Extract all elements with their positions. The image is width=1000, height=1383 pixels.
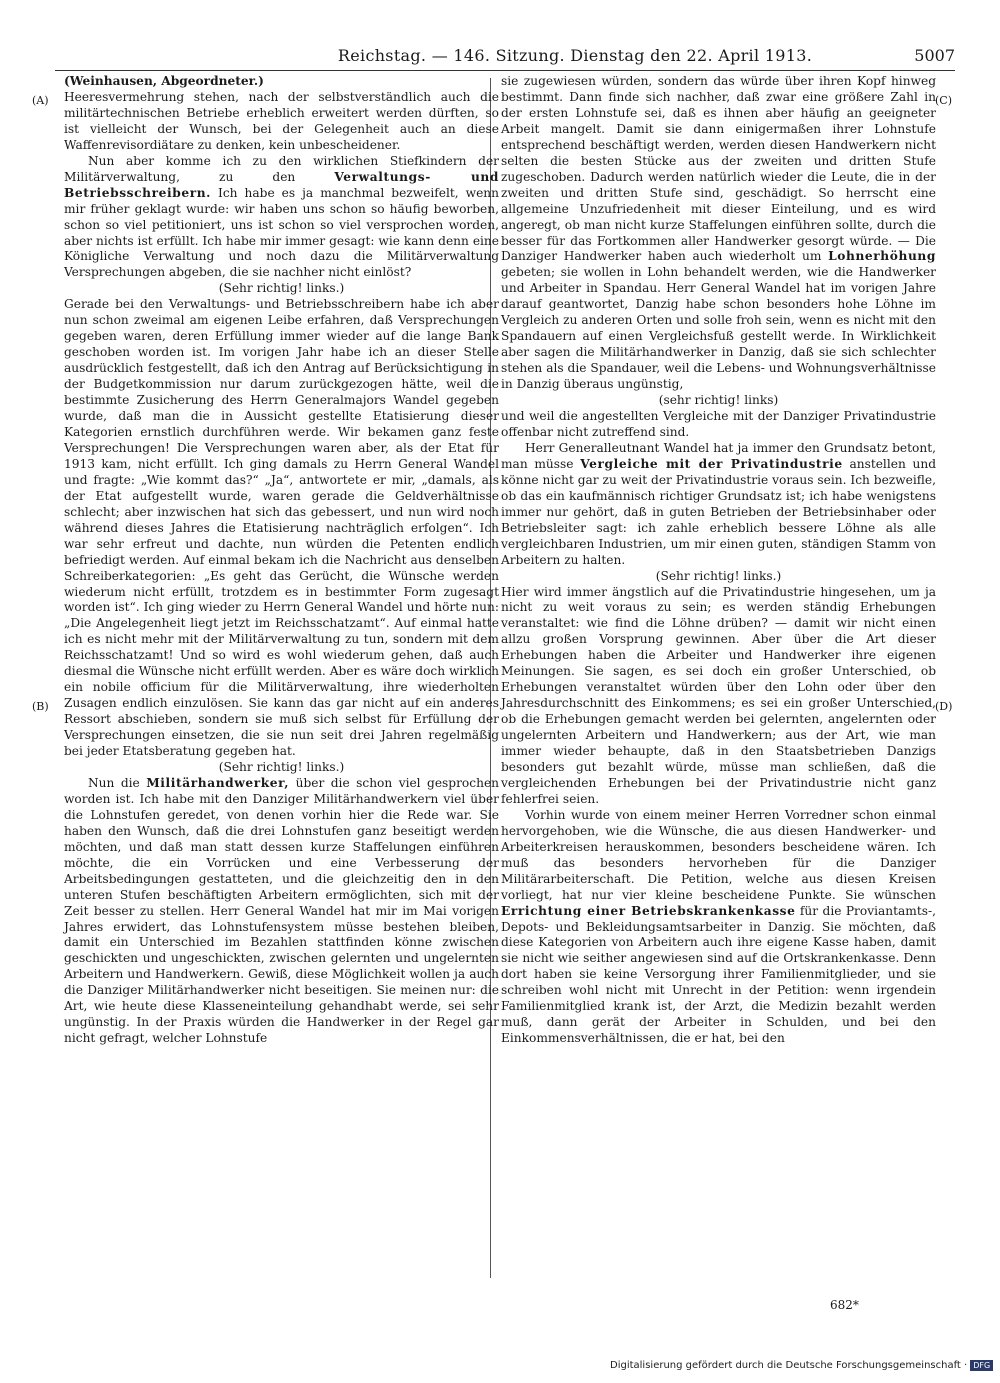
paragraph: und weil die angestellten Vergleiche mit der Danziger Privatindustrie offenbar nicht zutreffend sind. — [501, 409, 936, 439]
text-run: über die schon viel gesprochen worden ist. Ich habe mit den Danziger Militärhandwerkern viel über die Lohnstufen geredet, von denen vorhin hier die Rede war. Sie haben den Wunsch, daß die drei Lohnstufen ganz beseitigt werden möchten, und daß man statt dessen kurze Staffelungen einführen möchte, die ein Vorrücken und eine Verbesserung der Arbeitsbedingungen gestatteten, und die gleichzeitig den in den unteren Stufen beschäftigten Arbeitern ermöglichten, sich mit der Zeit besser zu stellen. Herr General Wandel hat mir im Mai vorigen Jahres erwidert, das Lohnstufensystem müsse bestehen bleiben, damit ein Unterschied im Bezahlen stattfinden könne zwischen geschickten und ungeschickten, zwischen gelernten und ungelernten Arbeitern und Handwerkern. Gewiß, diese Möglichkeit wollen ja auch die Danziger Militärhandwerker nicht beseitigen. Sie meinen nur: die Art, wie heute diese Klasseneinteilung gehandhabt werde, sei sehr ungünstig. In der Praxis würden die Handwerker in der Regel gar nicht gefragt, welcher Lohnstufe — [64, 775, 500, 1046]
left-column — [64, 74, 499, 1047]
text-run: Ich habe es ja manchmal bezweifelt, wenn mir früher geklagt wurde: wir haben uns schon so häufig beworben, schon so viel petitioniert, uns ist schon so viel versprochen worden, aber nichts ist erfüllt. Ich habe mir immer gesagt: wie kann denn eine Königliche Verwaltung und noch dazu die Militärverwaltung Versprechungen abgeben, die sie nachher nicht einlöst? — [64, 185, 500, 280]
dfg-logo-icon: DFG — [970, 1360, 993, 1371]
paragraph — [64, 776, 499, 1047]
footer-text: Digitalisierung gefördert durch die Deutsche Forschungsgemeinschaft · — [610, 1360, 968, 1371]
text-run: Herr Generalleutnant Wandel hat ja immer den Grundsatz betont, man müsse — [501, 440, 936, 471]
paragraph — [64, 154, 499, 282]
margin-marker-d: (D) — [935, 700, 953, 713]
text-run: gebeten; sie wollen in Lohn behandelt werden, wie die Handwerker und Arbeiter in Spandau. Herr General Wandel hat im vorigen Jahre darauf geantwortet, Danzig habe schon besonders hohe Löhne im Vergleich zu anderen Orten und solle froh sein, wenn es nicht mit den Spandauern auf einen Vergleichsfuß gestellt werde. In Wirklichkeit aber sagen die Militärhandwerker in Danzig, daß sie sich schlechter stehen als die Spandauer, weil die Lebens- und Wohnungsverhältnisse in Danzig überaus ungünstig, — [501, 265, 936, 392]
speaker-label: (Weinhausen, Abgeordneter.) — [64, 74, 264, 88]
running-head: Reichstag. — 146. Sitzung. Dienstag den 22. April 1913. — [337, 46, 813, 65]
digitization-footer — [610, 1360, 993, 1371]
paragraph: Heeresvermehrung stehen, nach der selbstverständlich auch die militärtechnischen Betriebe erheblich erweitert werden dürften, so ist vielleicht der Wunsch, bei der Gelegenheit auch an diese Waffenrevisordiätare zu denken, kein unbescheidener. — [64, 89, 499, 152]
margin-marker-c: (C) — [935, 94, 952, 107]
interjection: (sehr richtig! links) — [658, 393, 779, 408]
emphasis: Lohnerhöhung — [828, 249, 936, 264]
text-run: sie zugewiesen würden, sondern das würde über ihren Kopf hinweg bestimmt. Dann finde sich nachher, daß zwar eine größere Zahl in der ersten Lohnstufe sei, daß es ihnen aber häufig an geeigneter Arbeit mangelt. Damit sie dann einigermaßen ihrer Lohnstufe entsprechend beschäftigt werden, werden diesen Handwerkern nicht selten die besten Stücke aus der zweiten und dritten Stufe zugeschoben. Dadurch werden natürlich wieder die Leute, die in der zweiten und dritten Stufe sind, geschädigt. So herrscht eine allgemeine Unzufriedenheit mit dieser Einteilung, und es wird angeregt, ob man nicht kurze Staffelungen einführen sollte, durch die besser für das Fortkommen aller Handwerker gesorgt würde. — Die Danziger Handwerker haben auch wiederholt um — [501, 74, 936, 264]
paragraph — [501, 441, 936, 569]
emphasis: Militärhandwerker, — [146, 775, 290, 790]
emphasis: Verwaltungs- und Betriebsschreibern. — [64, 169, 499, 200]
text-run: anstellen und könne nicht gar zu weit der Privatindustrie voraus sein. Ich bezweifle, ob das ein kaufmännisch richtiger Grundsatz ist; ich habe wenigstens immer nur gehört, daß in guten Betrieben der Betriebsinhaber oder Betriebsleiter sagt: ich zahle erheblich bessere Löhne als alle vergleichbaren Industrien, um mir einen guten, ständigen Stamm von Arbeitern zu halten. — [501, 456, 936, 567]
interjection: (Sehr richtig! links.) — [655, 568, 782, 583]
text-run: Vorhin wurde von einem meiner Herren Vorredner schon einmal hervorgehoben, wie die Wünsche, die aus diesen Handwerker- und Arbeiterkreisen herauskommen, besonders bescheidene wären. Ich muß das besonders hervorheben für die Danziger Militärarbeiterschaft. Die Petition, welche aus diesen Kreisen vorliegt, hat nur vier kleine bescheidene Punkte. Sie wünschen — [501, 807, 936, 902]
paragraph: Gerade bei den Verwaltungs- und Betriebsschreibern habe ich aber nun schon zweimal am eigenen Leibe erfahren, daß Versprechungen gegeben waren, deren Erfüllung immer wieder auf die lange Bank geschoben worden ist. Im vorigen Jahr habe ich an dieser Stelle ausdrücklich festgestellt, daß ich den Antrag auf Berücksichtigung in der Budgetkommission nur darum zurückgezogen hätte, weil die bestimmte Zusicherung des Herrn Generalmajors Wandel gegeben wurde, daß man die in Aussicht gestellte Etatisierung dieser Kategorien ernstlich durchführen werde. Wir bekamen ganz feste Versprechungen! Die Versprechungen waren aber, als der Etat für 1913 kam, nicht erfüllt. Ich ging damals zu Herrn General Wandel und fragte: „Wie kommt das?“ „Ja“, antwortete er mir, „damals, als der Etat aufgestellt wurde, waren gerade die Geldverhältnisse schlecht; aber inzwischen hat sich das gebessert, und nun wird noch während dieses Jahres die Etatisierung nachträglich erfolgen“. Ich war sehr erfreut und dachte, nun würden die Petenten endlich befriedigt werden. Auf einmal bekam ich die Nachricht aus denselben Schreiberkategorien: „Es geht das Gerücht, die Wünsche werden wiederum nicht erfüllt, trotzdem es in bestimmter Form zugesagt worden ist“. Ich ging wieder zu Herrn General Wandel und hörte nun: „Die Angelegenheit liegt jetzt im Reichsschatzamt“. Auf einmal hatte ich es nicht mehr mit der Militärverwaltung zu tun, sondern mit dem Reichsschatzamt! Und so wird es wohl wiederum gehen, daß auch diesmal die Wünsche nicht erfüllt werden. Aber es wäre doch wirklich ein nobile officium für die Militärverwaltung, ihre wiederholten Zusagen endlich einzulösen. Sie kann das gar nicht auf ein anderes Ressort abschieben, sondern sie muß sich selbst für Erfüllung der Versprechungen einsetzen, die sie nun seit drei Jahren regelmäßig bei jeder Etatsberatung gegeben hat. — [64, 297, 499, 759]
interjection: (Sehr richtig! links.) — [218, 759, 345, 774]
emphasis: Vergleiche mit der Privatindustrie — [580, 456, 843, 471]
page-number: 5007 — [914, 46, 955, 65]
interjection: (Sehr richtig! links.) — [218, 281, 345, 296]
text-run: Nun die — [88, 775, 140, 790]
paragraph: Hier wird immer ängstlich auf die Privatindustrie hingesehen, um ja nicht zu weit voraus zu sein; es werden ständig Erhebungen veranstaltet: wie find die Löhne drüben? — damit wir nicht einen allzu großen Vorsprung gewinnen. Aber über die Art dieser Erhebungen haben die Arbeiter und Handwerker ihre eigenen Meinungen. Sie sagen, es sei doch ein großer Unterschied, ob Erhebungen veranstaltet würden über den Lohn oder über den Jahresdurchschnitt des Einkommens; es sei ein großer Unterschied, ob die Erhebungen gemacht werden bei gelernten, angelernten oder ungelernten Arbeitern und Handwerkern; aus der Art, wie man immer wieder behaupte, daß in den Staatsbetrieben Danzigs besonders gut bezahlt würde, müsse man schließen, daß die vergleichenden Erhebungen bei der Privatindustrie nicht ganz fehlerfrei seien. — [501, 584, 936, 806]
signature-mark: 682* — [830, 1298, 859, 1312]
paragraph — [501, 808, 936, 1047]
emphasis: Errichtung einer Betriebskrankenkasse — [501, 903, 796, 918]
text-run: Nun aber komme ich zu den wirklichen Stiefkindern der Militärverwaltung, zu den — [64, 153, 499, 184]
margin-marker-a: (A) — [32, 94, 49, 107]
page-header — [55, 46, 955, 70]
paragraph — [501, 74, 936, 393]
header-rule — [55, 70, 955, 71]
right-column — [501, 74, 936, 1047]
text-run: für die Proviantamts-, Depots- und Bekleidungsamtsarbeiter in Danzig. Sie möchten, daß diese Kategorien von Arbeitern auch ihre eigene Kasse haben, damit sie nicht wie seither angewiesen sind auf die Ortskrankenkasse. Denn dort haben sie keine Versorgung ihrer Familienmitglieder, und sie schreiben wohl nicht mit Unrecht in der Petition: wenn irgendein Familienmitglied krank ist, der Arzt, die Medizin bezahlt werden muß, dann gerät der Arbeiter in Schulden, und bei den Einkommensverhältnissen, die er hat, bei den — [501, 903, 936, 1046]
margin-marker-b: (B) — [32, 700, 49, 713]
